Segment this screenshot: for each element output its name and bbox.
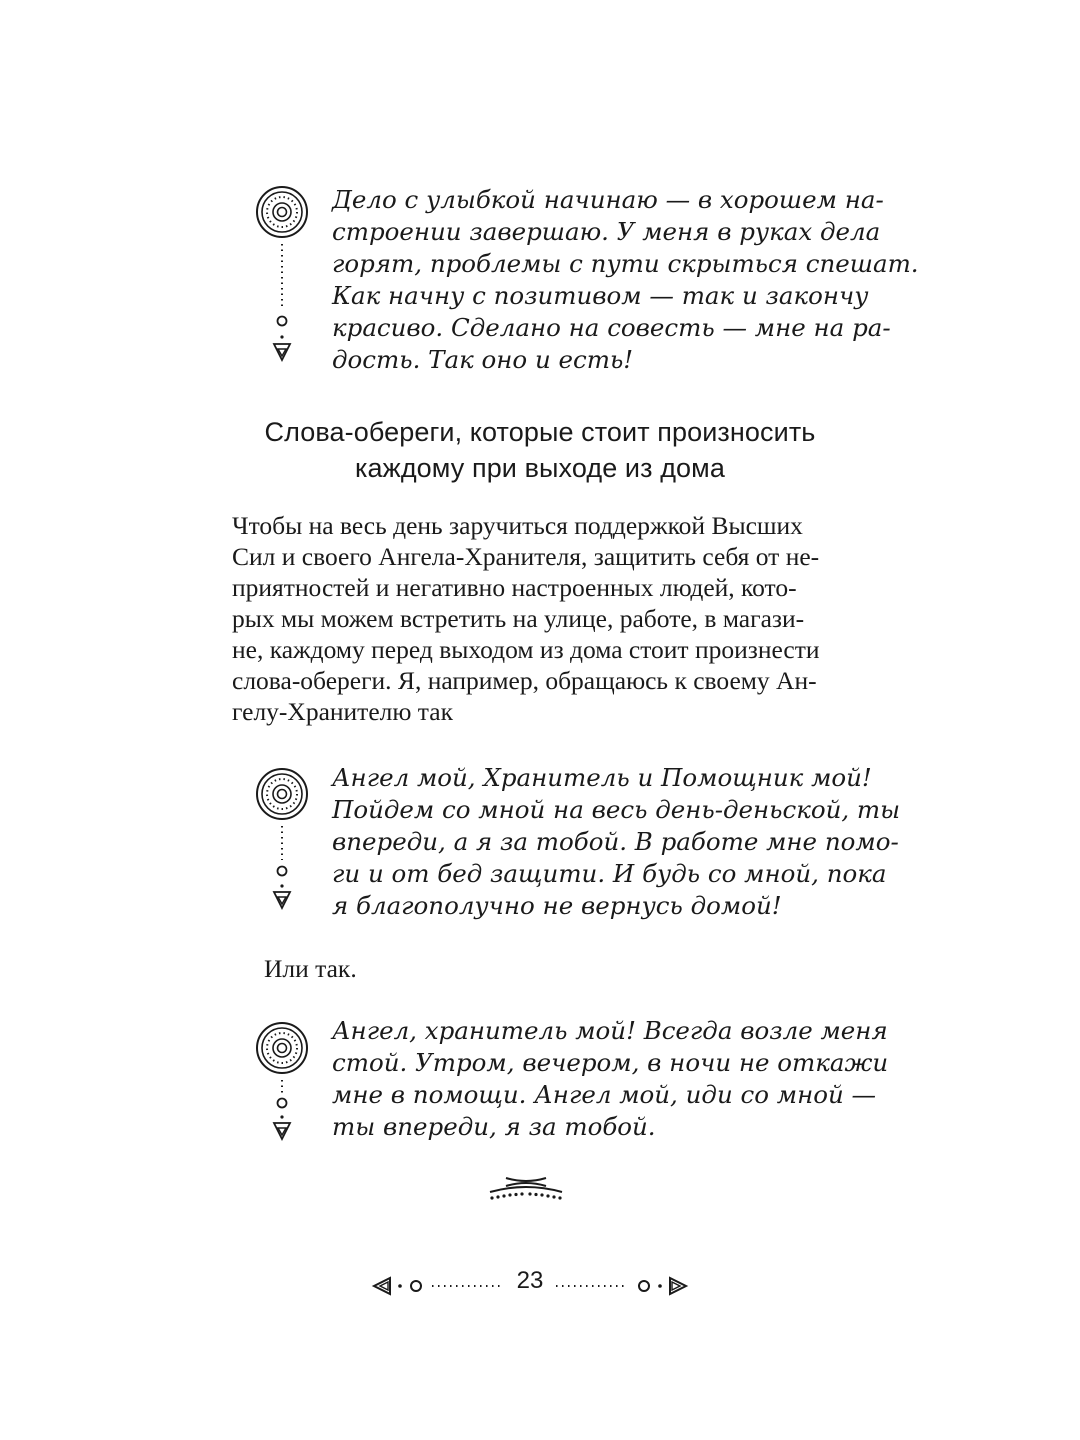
body-paragraph	[232, 510, 820, 727]
text-line: впереди, а я за тобой. В работе мне помо-	[332, 827, 899, 856]
prayer-text-1	[332, 184, 919, 376]
text-line: не, каждому перед выходом из дома стоит произнести	[232, 635, 820, 664]
text-line: гелу-Хранителю так	[232, 697, 453, 726]
text-line: красиво. Сделано на совесть — мне на ра-	[332, 313, 891, 342]
text-line: Пойдем со мной на весь день-деньской, ты	[332, 795, 901, 824]
text-line: Ангел мой, Хранитель и Помощник мой!	[332, 763, 872, 792]
text-line: Ангел, хранитель мой! Всегда возле меня	[332, 1016, 888, 1045]
text-line: дость. Так оно и есть!	[332, 345, 634, 374]
text-line: я благополучно не вернусь домой!	[332, 891, 782, 920]
section-heading	[0, 414, 1080, 486]
text-line: Дело с улыбкой начинаю — в хорошем на-	[332, 185, 884, 214]
mandala-pendulum-icon	[252, 182, 312, 372]
text-line: ты впереди, я за тобой.	[332, 1112, 656, 1141]
page-number: 23	[516, 1267, 544, 1294]
text-line: строении завершаю. У меня в руках дела	[332, 217, 881, 246]
mandala-pendulum-icon	[252, 1018, 312, 1153]
prayer-text-3	[332, 1015, 888, 1143]
heading-line: Слова-обереги, которые стоит произносить	[264, 417, 816, 447]
text-line: горят, проблемы с пути скрыться спешат.	[332, 249, 919, 278]
mandala-pendulum-icon	[252, 764, 312, 924]
arrow-left-ornament-icon	[370, 1272, 510, 1300]
arrow-right-ornament-icon	[550, 1272, 690, 1300]
text-line: Как начну с позитивом — так и закончу	[332, 281, 869, 310]
text-line: Сил и своего Ангела-Хранителя, защитить себя от не-	[232, 542, 820, 571]
text-line: рых мы можем встретить на улице, работе, в магази-	[232, 604, 805, 633]
heading-line: каждому при выходе из дома	[355, 453, 725, 483]
text-line: Чтобы на весь день заручиться поддержкой Высших	[232, 511, 803, 540]
prayer-text-2	[332, 762, 900, 922]
text-line: ги и от бед защити. И будь со мной, пока	[332, 859, 887, 888]
text-line: стой. Утром, вечером, в ночи не откажи	[332, 1048, 889, 1077]
text-line: мне в помощи. Ангел мой, иди со мной —	[332, 1080, 877, 1109]
text-line: слова-обереги. Я, например, обращаюсь к своему Ан-	[232, 666, 817, 695]
text-line: приятностей и негативно настроенных людей, кото-	[232, 573, 797, 602]
or-line: Или так.	[264, 954, 357, 983]
arrow-fringe-divider-icon	[484, 1170, 568, 1206]
